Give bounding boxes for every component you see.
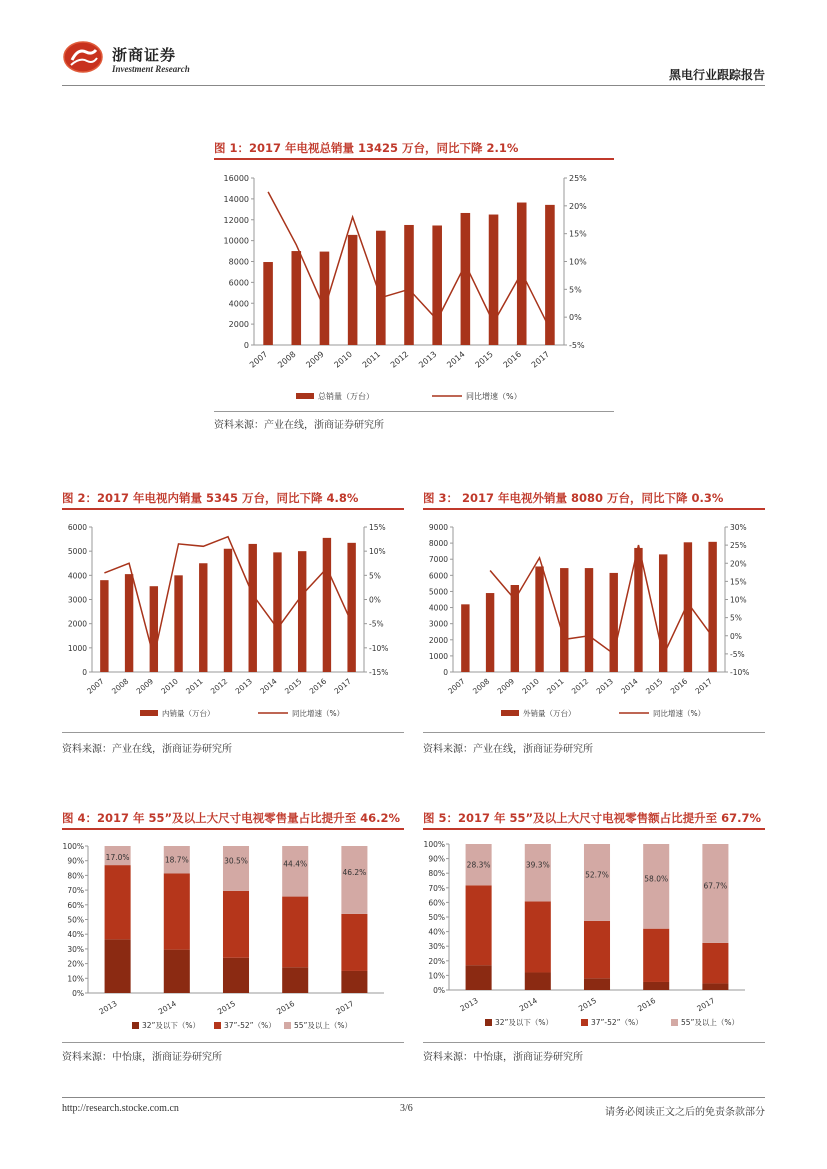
bar [249, 544, 257, 672]
bar [323, 538, 331, 672]
x-tick-label: 2011 [184, 676, 205, 696]
bar [489, 215, 499, 345]
legend-swatch [284, 1022, 291, 1029]
y-tick-label: 70% [67, 886, 84, 896]
y-tick-label-right: 20% [730, 559, 747, 569]
x-tick-label: 2009 [134, 676, 156, 696]
logo-subtext: Investment Research [112, 64, 190, 74]
y-tick-label-right: -10% [369, 643, 389, 653]
legend-label: 37”-52”（%） [591, 1018, 643, 1027]
x-tick-label: 2010 [332, 349, 354, 370]
stacked-bar-segment [105, 865, 131, 939]
x-tick-label: 2011 [545, 676, 566, 696]
bar [585, 568, 593, 672]
data-label: 44.4% [283, 859, 308, 869]
bar [348, 235, 358, 345]
fig3-source: 资料来源：产业在线，浙商证券研究所 [423, 744, 593, 755]
y-tick-label-right: -5% [730, 649, 745, 659]
y-tick-label-left: 6000 [428, 571, 448, 581]
bar [486, 593, 494, 672]
y-tick-label-left: 8000 [228, 257, 249, 267]
stacked-bar-segment [702, 943, 728, 984]
x-tick-label: 2007 [85, 676, 106, 696]
y-tick-label-left: 4000 [428, 603, 448, 613]
legend-label-bar: 内销量（万台） [162, 709, 215, 718]
stacked-bar-segment [105, 939, 131, 993]
stacked-bar-segment [223, 891, 249, 958]
legend-swatch-bar [140, 710, 158, 716]
x-tick-label: 2016 [501, 349, 524, 370]
legend-swatch [214, 1022, 221, 1029]
fig3-title-rule [423, 508, 765, 510]
fig3-chart [423, 512, 765, 730]
y-tick-label-left: 0 [82, 668, 87, 677]
y-tick-label-left: 14000 [223, 194, 249, 204]
y-tick-label-left: 0 [243, 341, 249, 350]
y-tick-label: 50% [428, 913, 445, 922]
fig5-chart [423, 832, 765, 1040]
x-tick-label: 2009 [495, 676, 517, 696]
y-tick-label-left: 9000 [428, 523, 448, 532]
legend-label-bar: 总销量（万台） [318, 392, 374, 401]
y-tick-label-right: 5% [369, 571, 381, 581]
x-tick-label: 2013 [594, 676, 616, 696]
y-tick-label-left: 6000 [67, 523, 87, 532]
fig2-chart [62, 512, 404, 730]
fig5-source: 资料来源：中怡康，浙商证券研究所 [423, 1052, 583, 1063]
stacked-bar-segment [584, 921, 610, 978]
fig2-source: 资料来源：产业在线，浙商证券研究所 [62, 744, 232, 755]
legend-label-line: 同比增速（%） [466, 392, 522, 401]
bar [174, 575, 182, 672]
x-tick-label: 2008 [276, 349, 298, 370]
fig4-title: 图 4：2017 年 55”及以上大尺寸电视零售量占比提升至 46.2% [62, 811, 400, 825]
bar [535, 566, 543, 672]
y-tick-label: 70% [428, 883, 445, 893]
x-tick-label: 2008 [470, 676, 492, 696]
y-tick-label-right: 10% [730, 595, 747, 605]
y-tick-label: 60% [67, 900, 84, 910]
stacked-bar-segment [584, 844, 610, 921]
y-tick-label: 0% [433, 986, 445, 995]
x-tick-label: 2015 [576, 995, 598, 1014]
y-tick-label-left: 4000 [228, 299, 249, 309]
bar [224, 549, 232, 672]
fig1-source: 资料来源：产业在线，浙商证券研究所 [214, 420, 384, 431]
fig5-title: 图 5：2017 年 55”及以上大尺寸电视零售额占比提升至 67.7% [423, 811, 761, 825]
y-tick-label-left: 3000 [428, 619, 448, 629]
y-tick-label-left: 1000 [428, 651, 448, 661]
stacked-bar-segment [164, 873, 190, 949]
fig5-title-rule [423, 828, 765, 830]
legend-label-line: 同比增速（%） [292, 709, 345, 718]
bar [404, 225, 414, 345]
x-tick-label: 2012 [208, 676, 230, 696]
fig4-source: 资料来源：中怡康，浙商证券研究所 [62, 1052, 222, 1063]
footer-disclaimer: 请务必阅读正文之后的免责条款部分 [605, 1107, 765, 1118]
x-tick-label: 2015 [215, 998, 237, 1017]
x-tick-label: 2015 [644, 676, 665, 696]
y-tick-label: 60% [428, 898, 445, 908]
bar [199, 563, 207, 672]
stacked-bar-segment [164, 950, 190, 993]
x-tick-label: 2008 [109, 676, 131, 696]
x-tick-label: 2015 [473, 349, 495, 370]
data-label: 46.2% [342, 867, 367, 877]
stacked-bar-segment [466, 885, 492, 965]
fig4-title-rule [62, 828, 404, 830]
fig1-source-rule [214, 411, 614, 412]
x-tick-label: 2013 [458, 995, 480, 1014]
x-tick-label: 2014 [258, 676, 279, 696]
stacked-bar-segment [525, 901, 551, 972]
y-tick-label: 90% [67, 856, 84, 866]
stacked-bar-segment [643, 982, 669, 990]
x-tick-label: 2013 [233, 676, 255, 696]
y-tick-label-right: 10% [569, 257, 587, 267]
bar [125, 574, 133, 672]
legend-swatch-bar [501, 710, 519, 716]
y-tick-label: 90% [428, 854, 445, 864]
footer-rule [62, 1097, 765, 1098]
y-tick-label-left: 5000 [428, 587, 448, 597]
x-tick-label: 2010 [159, 676, 180, 696]
legend-label-line: 同比增速（%） [653, 709, 706, 718]
x-tick-label: 2007 [446, 676, 467, 696]
y-tick-label: 100% [62, 842, 84, 851]
legend-label: 37”-52”（%） [224, 1021, 276, 1030]
legend-label: 55”及以上（%） [681, 1018, 740, 1027]
data-label: 30.5% [224, 856, 248, 866]
logo-text: 浙商证券 [112, 46, 177, 64]
x-tick-label: 2017 [334, 998, 356, 1017]
bar [347, 543, 355, 672]
stacked-bar-segment [643, 844, 669, 929]
y-tick-label-right: 0% [730, 631, 742, 641]
y-tick-label-left: 2000 [428, 635, 448, 645]
fig1-title: 图 1：2017 年电视总销量 13425 万台，同比下降 2.1% [214, 141, 519, 155]
bar [708, 542, 716, 672]
y-tick-label: 0% [72, 989, 84, 998]
growth-line [490, 545, 712, 656]
data-label: 39.3% [525, 860, 550, 870]
legend-swatch [671, 1019, 678, 1026]
data-label: 17.0% [105, 853, 130, 862]
fig4-source-rule [62, 1042, 404, 1043]
y-tick-label-right: -15% [369, 668, 389, 677]
y-tick-label: 100% [423, 840, 445, 849]
y-tick-label-right: 15% [569, 229, 587, 239]
x-tick-label: 2010 [520, 676, 541, 696]
x-tick-label: 2013 [97, 998, 119, 1017]
y-tick-label-right: 15% [369, 523, 386, 532]
legend-swatch [581, 1019, 588, 1026]
y-tick-label: 10% [67, 974, 84, 984]
legend-label-bar: 外销量（万台） [523, 709, 576, 718]
fig2-title-rule [62, 508, 404, 510]
y-tick-label-right: 10% [369, 547, 386, 557]
fig4-chart [62, 832, 404, 1040]
data-label: 58.0% [644, 874, 669, 884]
header-rule [62, 85, 765, 86]
y-tick-label-right: 0% [569, 313, 582, 323]
y-tick-label-left: 2000 [228, 320, 249, 330]
stacked-bar-segment [466, 965, 492, 990]
legend-label: 32”及以下（%） [142, 1021, 201, 1030]
bar [100, 580, 108, 672]
x-tick-label: 2015 [283, 676, 304, 696]
y-tick-label-right: 20% [569, 201, 587, 211]
bar [461, 213, 471, 345]
stacked-bar-segment [525, 972, 551, 990]
stacked-bar-segment [584, 978, 610, 990]
fig3-title: 图 3： 2017 年电视外销量 8080 万台，同比下降 0.3% [423, 491, 724, 505]
y-tick-label-left: 8000 [428, 539, 448, 549]
bar [263, 262, 273, 345]
x-tick-label: 2013 [417, 349, 439, 370]
x-tick-label: 2009 [304, 349, 326, 370]
y-tick-label-right: 0% [369, 595, 381, 605]
stacked-bar-segment [282, 846, 308, 897]
legend-label: 32”及以下（%） [495, 1018, 554, 1027]
x-tick-label: 2014 [517, 995, 539, 1014]
x-tick-label: 2014 [156, 998, 178, 1017]
x-tick-label: 2016 [275, 998, 297, 1017]
stacked-bar-segment [525, 844, 551, 901]
y-tick-label-right: -5% [369, 619, 384, 629]
y-tick-label: 20% [428, 956, 445, 966]
x-tick-label: 2012 [388, 349, 411, 370]
y-tick-label-right: 15% [730, 577, 747, 587]
y-tick-label: 30% [428, 942, 445, 952]
bar [273, 552, 281, 672]
y-tick-label-right: 25% [569, 174, 587, 183]
legend-swatch [132, 1022, 139, 1029]
stacked-bar-segment [341, 846, 367, 914]
x-tick-label: 2012 [569, 676, 591, 696]
y-tick-label: 40% [67, 930, 84, 940]
stacked-bar-segment [643, 929, 669, 982]
x-tick-label: 2011 [360, 349, 383, 370]
footer-url[interactable]: http://research.stocke.com.cn [62, 1103, 179, 1114]
x-tick-label: 2016 [636, 995, 658, 1014]
y-tick-label-left: 1000 [67, 643, 87, 653]
x-tick-label: 2016 [668, 676, 690, 696]
bar [610, 573, 618, 672]
fig5-source-rule [423, 1042, 765, 1043]
y-tick-label-left: 6000 [228, 278, 249, 288]
data-label: 28.3% [466, 860, 491, 870]
stacked-bar-segment [702, 844, 728, 943]
y-tick-label: 80% [67, 871, 84, 881]
y-tick-label: 40% [428, 927, 445, 937]
y-tick-label-right: 5% [569, 285, 582, 295]
y-tick-label-right: -10% [730, 668, 750, 677]
y-tick-label-left: 10000 [223, 236, 249, 246]
stacked-bar-segment [223, 846, 249, 891]
bar [298, 551, 306, 672]
logo-icon [62, 40, 104, 74]
y-tick-label: 50% [67, 915, 84, 925]
stacked-bar-segment [341, 971, 367, 993]
y-tick-label-left: 7000 [428, 555, 448, 565]
data-label: 67.7% [703, 881, 728, 891]
stacked-bar-segment [282, 967, 308, 993]
bar [634, 548, 642, 672]
fig3-source-rule [423, 732, 765, 733]
y-tick-label: 30% [67, 944, 84, 954]
stacked-bar-segment [282, 897, 308, 968]
y-tick-label-right: -5% [569, 341, 585, 350]
y-tick-label: 10% [428, 971, 445, 981]
legend-swatch-bar [296, 393, 314, 399]
y-tick-label-left: 0 [443, 668, 448, 677]
y-tick-label-right: 25% [730, 541, 747, 551]
y-tick-label-left: 12000 [223, 215, 249, 225]
x-tick-label: 2017 [332, 676, 353, 696]
page-number: 3/6 [400, 1103, 413, 1114]
data-label: 18.7% [164, 855, 189, 865]
fig2-title: 图 2：2017 年电视内销量 5345 万台，同比下降 4.8% [62, 491, 359, 505]
y-tick-label-left: 3000 [67, 595, 87, 605]
data-label: 52.7% [585, 870, 609, 880]
y-tick-label-left: 5000 [67, 547, 87, 557]
stacked-bar-segment [341, 914, 367, 971]
bar [560, 568, 568, 672]
bar [150, 586, 158, 672]
y-tick-label-left: 16000 [223, 174, 249, 183]
x-tick-label: 2007 [247, 349, 270, 370]
bar [291, 251, 301, 345]
stacked-bar-segment [702, 983, 728, 990]
bar [461, 604, 469, 672]
y-tick-label-left: 2000 [67, 619, 87, 629]
x-tick-label: 2014 [445, 349, 467, 370]
y-tick-label: 80% [428, 869, 445, 879]
x-tick-label: 2014 [619, 676, 640, 696]
report-title: 黑电行业跟踪报告 [668, 68, 765, 82]
fig2-source-rule [62, 732, 404, 733]
x-tick-label: 2017 [693, 676, 714, 696]
fig1-title-rule [214, 158, 614, 160]
x-tick-label: 2017 [529, 349, 552, 370]
x-tick-label: 2016 [307, 676, 329, 696]
bar [432, 225, 442, 345]
y-tick-label: 20% [67, 959, 84, 969]
fig1-chart [214, 162, 614, 410]
y-tick-label-right: 30% [730, 523, 747, 532]
bar [545, 205, 555, 345]
legend-swatch [485, 1019, 492, 1026]
x-tick-label: 2017 [695, 995, 717, 1014]
legend-label: 55”及以上（%） [294, 1021, 353, 1030]
stacked-bar-segment [223, 958, 249, 993]
y-tick-label-left: 4000 [67, 571, 87, 581]
y-tick-label-right: 5% [730, 613, 742, 623]
